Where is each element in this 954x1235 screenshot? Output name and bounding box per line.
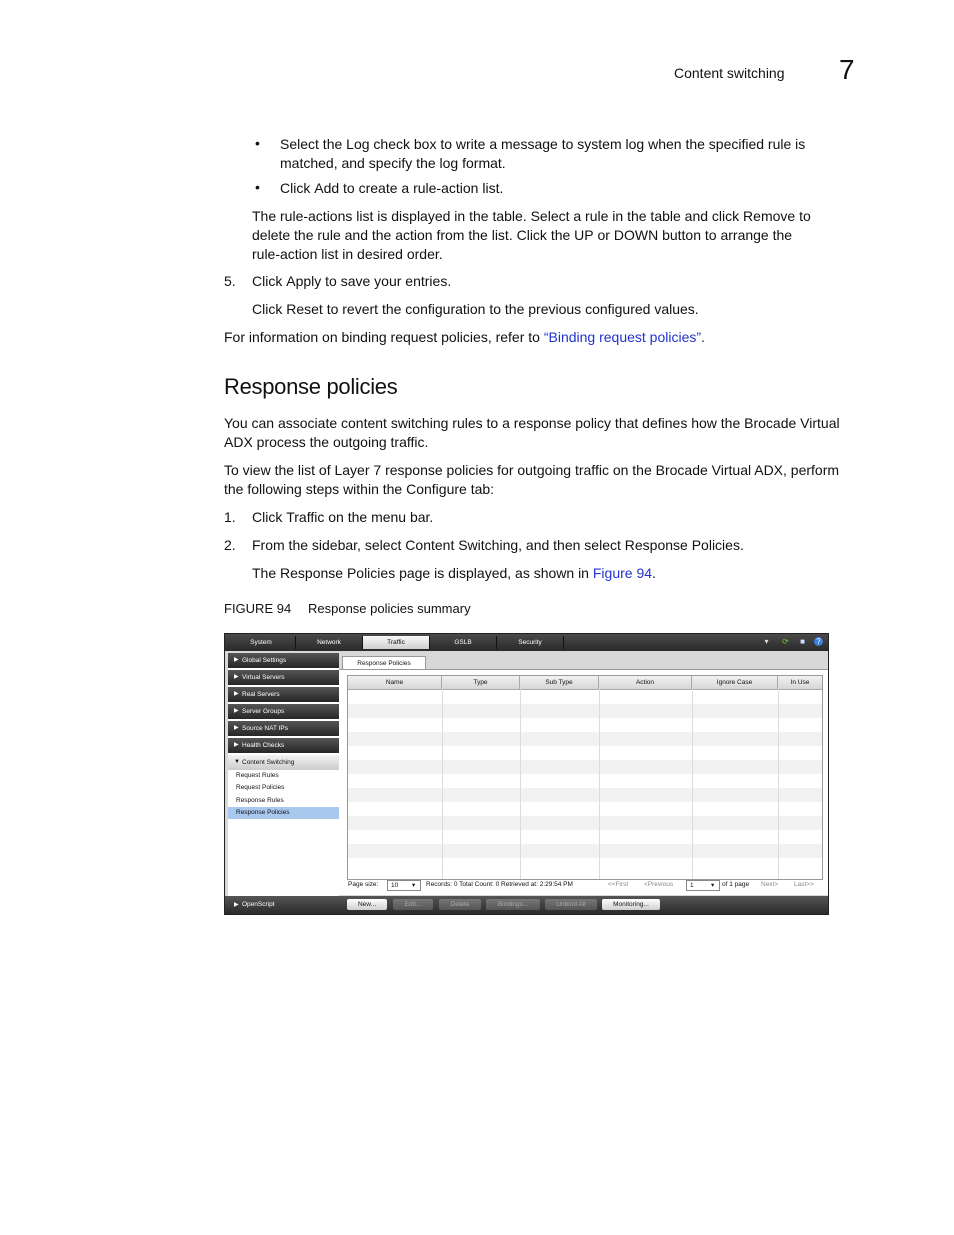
figure-caption: Response policies summary: [308, 601, 471, 616]
chevron-right-icon: ▶: [234, 725, 239, 731]
figure-94-link[interactable]: Figure 94: [592, 565, 653, 581]
page-size-select[interactable]: 10 ▾: [387, 880, 421, 891]
chevron-right-icon: ▶: [234, 691, 239, 697]
section-title: Response policies: [224, 374, 398, 399]
delete-button[interactable]: Delete: [439, 899, 481, 910]
column-header-name[interactable]: Name: [348, 676, 442, 690]
table-row[interactable]: [348, 858, 822, 872]
table-row[interactable]: [348, 844, 822, 858]
tab-security[interactable]: Security: [497, 636, 564, 649]
sidebar: [228, 653, 339, 911]
step-apply: Click Apply to save your entries.: [252, 273, 452, 289]
tab-network[interactable]: Network: [296, 636, 363, 649]
column-header-sub-type[interactable]: Sub Type: [520, 676, 599, 690]
table-row[interactable]: [348, 690, 822, 704]
next-page-link[interactable]: Next>: [761, 881, 779, 888]
intro-paragraph: You can associate content switching rules to a response policy that defines how the Brocade Virtual ADX process the outgoing traffic.: [224, 415, 840, 450]
table-row[interactable]: [348, 774, 822, 788]
sidebar-item-health-checks[interactable]: ▶ Health Checks: [228, 738, 339, 753]
monitoring-button[interactable]: Monitoring...: [602, 899, 660, 910]
sidebar-item-source-nat-ips[interactable]: ▶ Source NAT IPs: [228, 721, 339, 736]
column-header-ignore-case[interactable]: Ignore Case: [692, 676, 778, 690]
step-reset: Click Reset to revert the configuration to the previous configured values.: [252, 301, 699, 317]
chevron-right-icon: ▶: [234, 674, 239, 680]
tab-gslb[interactable]: GSLB: [430, 636, 497, 649]
column-divider: [778, 689, 779, 879]
figure-label: FIGURE 94: [224, 601, 292, 616]
sidebar-item-openscript[interactable]: ▶ OpenScript: [228, 898, 339, 912]
step-number: 2.: [224, 537, 236, 553]
column-divider: [599, 689, 600, 879]
table-row[interactable]: [348, 760, 822, 774]
table-row[interactable]: [348, 732, 822, 746]
menu-bar: [225, 634, 828, 651]
column-header-in-use[interactable]: In Use: [778, 676, 822, 690]
bullet-dot: •: [255, 179, 260, 195]
column-divider: [692, 689, 693, 879]
chevron-down-icon: ▾: [711, 882, 715, 889]
help-icon[interactable]: ?: [814, 637, 823, 646]
bullet-dot: •: [255, 135, 260, 151]
pin-icon[interactable]: ▾: [764, 637, 769, 646]
step-traffic: Click Traffic on the menu bar.: [252, 509, 434, 525]
first-page-link[interactable]: <<First: [608, 881, 629, 888]
table-row[interactable]: [348, 746, 822, 760]
new-button[interactable]: New...: [347, 899, 387, 910]
chevron-down-icon: ▼: [234, 759, 240, 765]
edit-button[interactable]: Edit...: [393, 899, 433, 910]
page-size-label: Page size:: [348, 881, 379, 888]
chevron-right-icon: ▶: [234, 708, 239, 714]
sidebar-item-real-servers[interactable]: ▶ Real Servers: [228, 687, 339, 702]
refresh-icon[interactable]: ⟳: [782, 637, 789, 646]
chapter-number: 7: [839, 54, 855, 85]
sidebar-item-server-groups[interactable]: ▶ Server Groups: [228, 704, 339, 719]
view-paragraph: To view the list of Layer 7 response policies for outgoing traffic on the Brocade Virtual ADX, perform the following steps within the Configure tab:: [224, 462, 840, 497]
tab-system[interactable]: System: [227, 636, 296, 649]
table-row[interactable]: [348, 830, 822, 844]
running-header: Content switching: [674, 65, 785, 81]
column-header-type[interactable]: Type: [442, 676, 520, 690]
bullet-add: Click Add to create a rule-action list.: [280, 180, 504, 196]
previous-page-link[interactable]: <Previous: [644, 881, 674, 888]
bindings-button[interactable]: Bindings...: [486, 899, 540, 910]
column-header-action[interactable]: Action: [599, 676, 692, 690]
chevron-right-icon: ▶: [234, 657, 239, 663]
step-result: The Response Policies page is displayed, as shown in Figure 94.: [252, 565, 656, 581]
table-row[interactable]: [348, 718, 822, 732]
sidebar-item-content-switching[interactable]: ▼ Content Switching: [228, 755, 339, 770]
pagination-bar: [347, 879, 827, 891]
last-page-link[interactable]: Last>>: [794, 881, 814, 888]
sidebar-item-virtual-servers[interactable]: ▶ Virtual Servers: [228, 670, 339, 685]
tab-traffic[interactable]: Traffic: [363, 636, 430, 649]
unbind-all-button[interactable]: Unbind All: [545, 899, 597, 910]
table-row[interactable]: [348, 816, 822, 830]
content-tab-response-policies[interactable]: Response Policies: [342, 656, 426, 670]
page-count: of 1 page: [722, 881, 750, 888]
table-row[interactable]: [348, 788, 822, 802]
chevron-down-icon: ▾: [412, 882, 416, 889]
sidebar-item-global-settings[interactable]: ▶ Global Settings: [228, 653, 339, 668]
sidebar-sub-request-rules[interactable]: Request Rules: [236, 772, 279, 779]
step-number: 1.: [224, 509, 236, 525]
column-divider: [442, 689, 443, 879]
chevron-right-icon: ▶: [234, 902, 239, 908]
table-row[interactable]: [348, 802, 822, 816]
sidebar-sub-request-policies[interactable]: Request Policies: [236, 784, 285, 791]
chevron-right-icon: ▶: [234, 742, 239, 748]
rule-actions-paragraph: The rule-actions list is displayed in the table. Select a rule in the table and click Remove to delete the rule and the action from the list. Click the UP or DOWN button to arrange the rule-action list in desired order.: [252, 208, 811, 262]
policies-table: [347, 675, 823, 880]
step-number: 5.: [224, 273, 236, 289]
records-info: Records: 0 Total Count: 0 Retrieved at: 2:29:54 PM: [426, 881, 573, 888]
figure-screenshot: [224, 633, 829, 915]
save-icon[interactable]: ■: [800, 637, 805, 646]
bullet-log: Select the Log check box to write a message to system log when the specified rule is matched, and specify the log format.: [280, 136, 806, 171]
page-number-select[interactable]: 1 ▾: [686, 880, 720, 891]
column-divider: [520, 689, 521, 879]
step-sidebar: From the sidebar, select Content Switching, and then select Response Policies.: [252, 537, 744, 553]
table-row[interactable]: [348, 704, 822, 718]
sidebar-sub-response-rules[interactable]: Response Rules: [236, 797, 284, 804]
info-paragraph: For information on binding request policies, refer to “Binding request policies”.: [224, 329, 705, 345]
sidebar-sub-response-policies[interactable]: Response Policies: [228, 807, 339, 819]
binding-request-policies-link[interactable]: “Binding request policies”: [543, 329, 702, 345]
